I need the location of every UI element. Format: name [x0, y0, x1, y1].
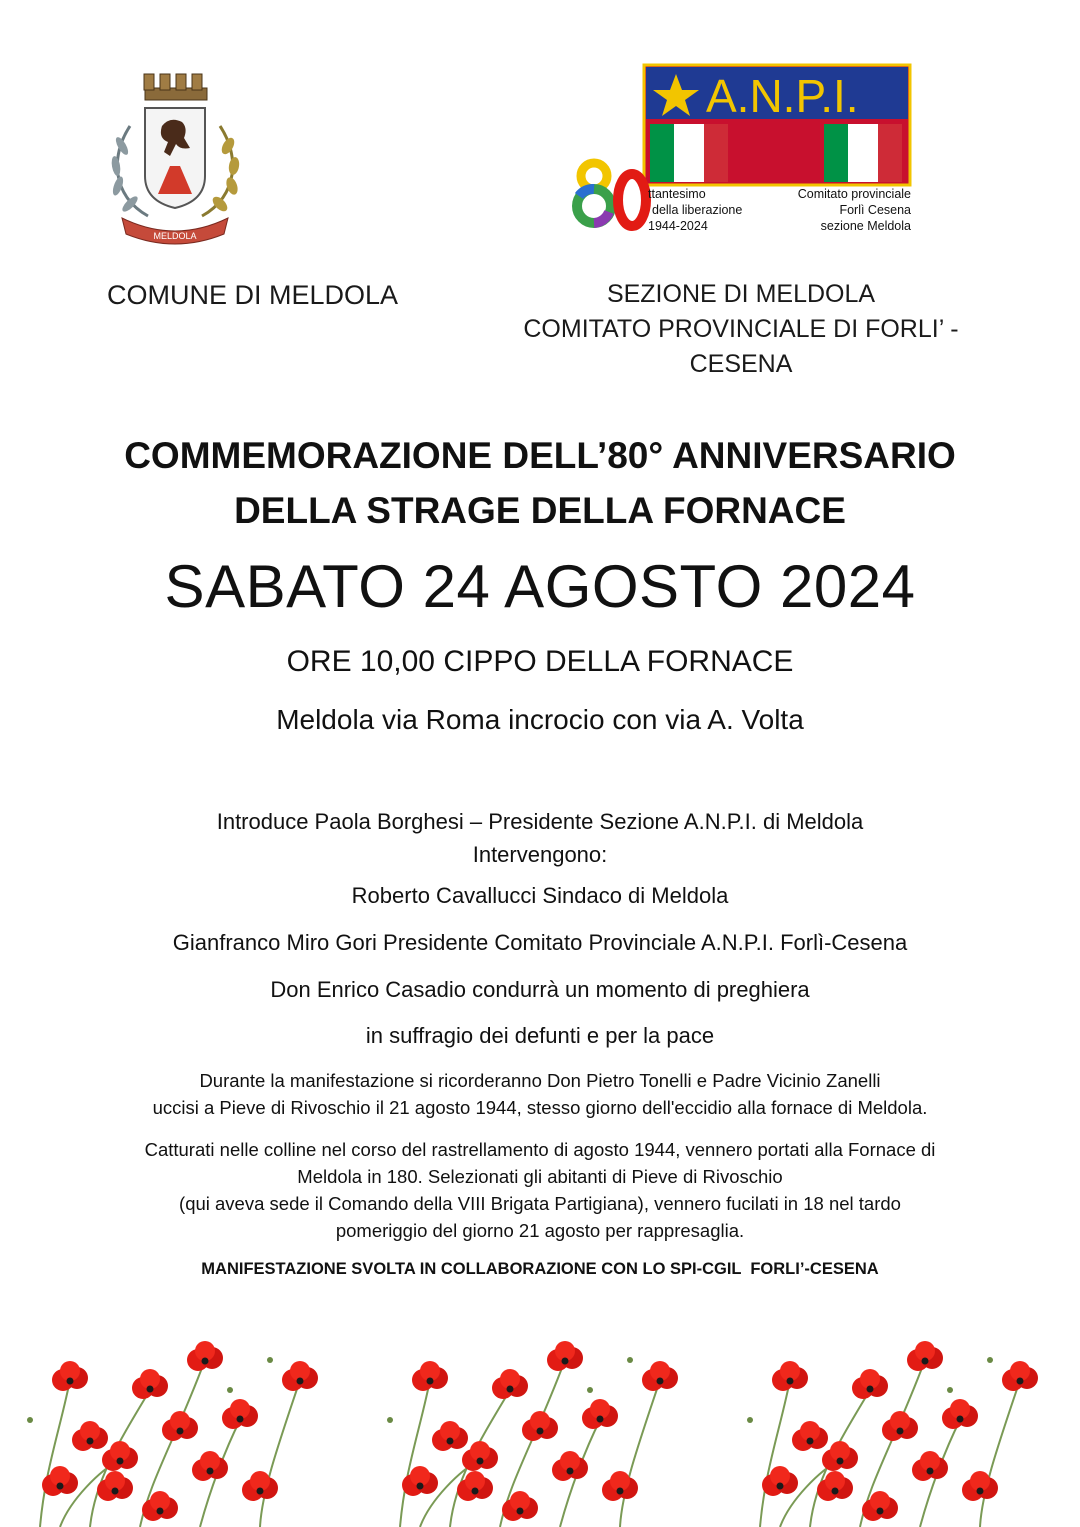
speaker-line: Gianfranco Miro Gori Presidente Comitato Provinciale A.N.P.I. Forlì-Cesena: [172, 930, 908, 955]
capture-note-line: Meldola in 180. Selezionati gli abitanti di Pieve di Rivoschio: [297, 1166, 783, 1187]
committee-line-3: sezione Meldola: [820, 219, 911, 233]
memorial-note-line: Durante la manifestazione si ricorderanno Don Pietro Tonelli e Padre Vicinio Zanelli: [199, 1070, 881, 1091]
anniversary-line-2: della liberazione: [652, 203, 743, 217]
meldola-coat-of-arms-icon: [100, 66, 250, 256]
event-address: Meldola via Roma incrocio con via A. Volta: [276, 704, 804, 735]
event-time-place: ORE 10,00 CIPPO DELLA FORNACE: [286, 645, 794, 678]
crest-ribbon-text: MELDOLA: [153, 231, 197, 241]
event-title-line: DELLA STRAGE DELLA FORNACE: [234, 490, 846, 531]
committee-line-1: Comitato provinciale: [797, 187, 911, 201]
anpi-section-line: CESENA: [689, 350, 793, 378]
capture-note-line: Catturati nelle colline nel corso del rastrellamento di agosto 1944, vennero portati alla Fornace di: [144, 1139, 936, 1160]
committee-line-2: Forlì Cesena: [839, 203, 911, 217]
capture-note: [0, 1136, 1080, 1244]
event-date: SABATO 24 AGOSTO 2024: [164, 553, 916, 620]
anpi-section-line: COMITATO PROVINCIALE DI FORLI’ -: [523, 315, 959, 343]
anpi-80-logo-icon: [566, 60, 916, 250]
collaboration-note: MANIFESTAZIONE SVOLTA IN COLLABORAZIONE CON LO SPI-CGIL FORLI’-CESENA: [201, 1260, 879, 1278]
anniversary-line-1: ttantesimo: [648, 187, 706, 201]
speaker-line: Roberto Cavallucci Sindaco di Meldola: [351, 883, 729, 908]
poppy-field-icon: [0, 1320, 1080, 1527]
anpi-logo-text: A.N.P.I.: [706, 70, 859, 122]
speaker-line: Don Enrico Casadio condurrà un momento di preghiera: [270, 977, 810, 1002]
speaker-line: in suffragio dei defunti e per la pace: [365, 1023, 715, 1048]
program-intro-line: Intervengono:: [472, 842, 608, 867]
program-intro-line: Introduce Paola Borghesi – Presidente Sezione A.N.P.I. di Meldola: [216, 809, 864, 834]
anpi-section-heading: [500, 277, 982, 382]
memorial-note-line: uccisi a Pieve di Rivoschio il 21 agosto 1944, stesso giorno dell'eccidio alla fornace di Meldola.: [152, 1097, 928, 1118]
anniversary-line-3: 1944-2024: [648, 219, 708, 233]
anpi-section-line: SEZIONE DI MELDOLA: [606, 280, 876, 308]
capture-note-line: (qui aveva sede il Comando della VIII Brigata Partigiana), vennero fucilati in 18 nel tardo: [179, 1193, 901, 1214]
capture-note-line: pomeriggio del giorno 21 agosto per rappresaglia.: [335, 1220, 745, 1241]
event-title-line: COMMEMORAZIONE DELL’80° ANNIVERSARIO: [124, 435, 956, 476]
comune-title: COMUNE DI MELDOLA: [106, 280, 399, 310]
event-title: [0, 428, 1080, 538]
memorial-note: [0, 1067, 1080, 1121]
program-intro: [0, 805, 1080, 871]
